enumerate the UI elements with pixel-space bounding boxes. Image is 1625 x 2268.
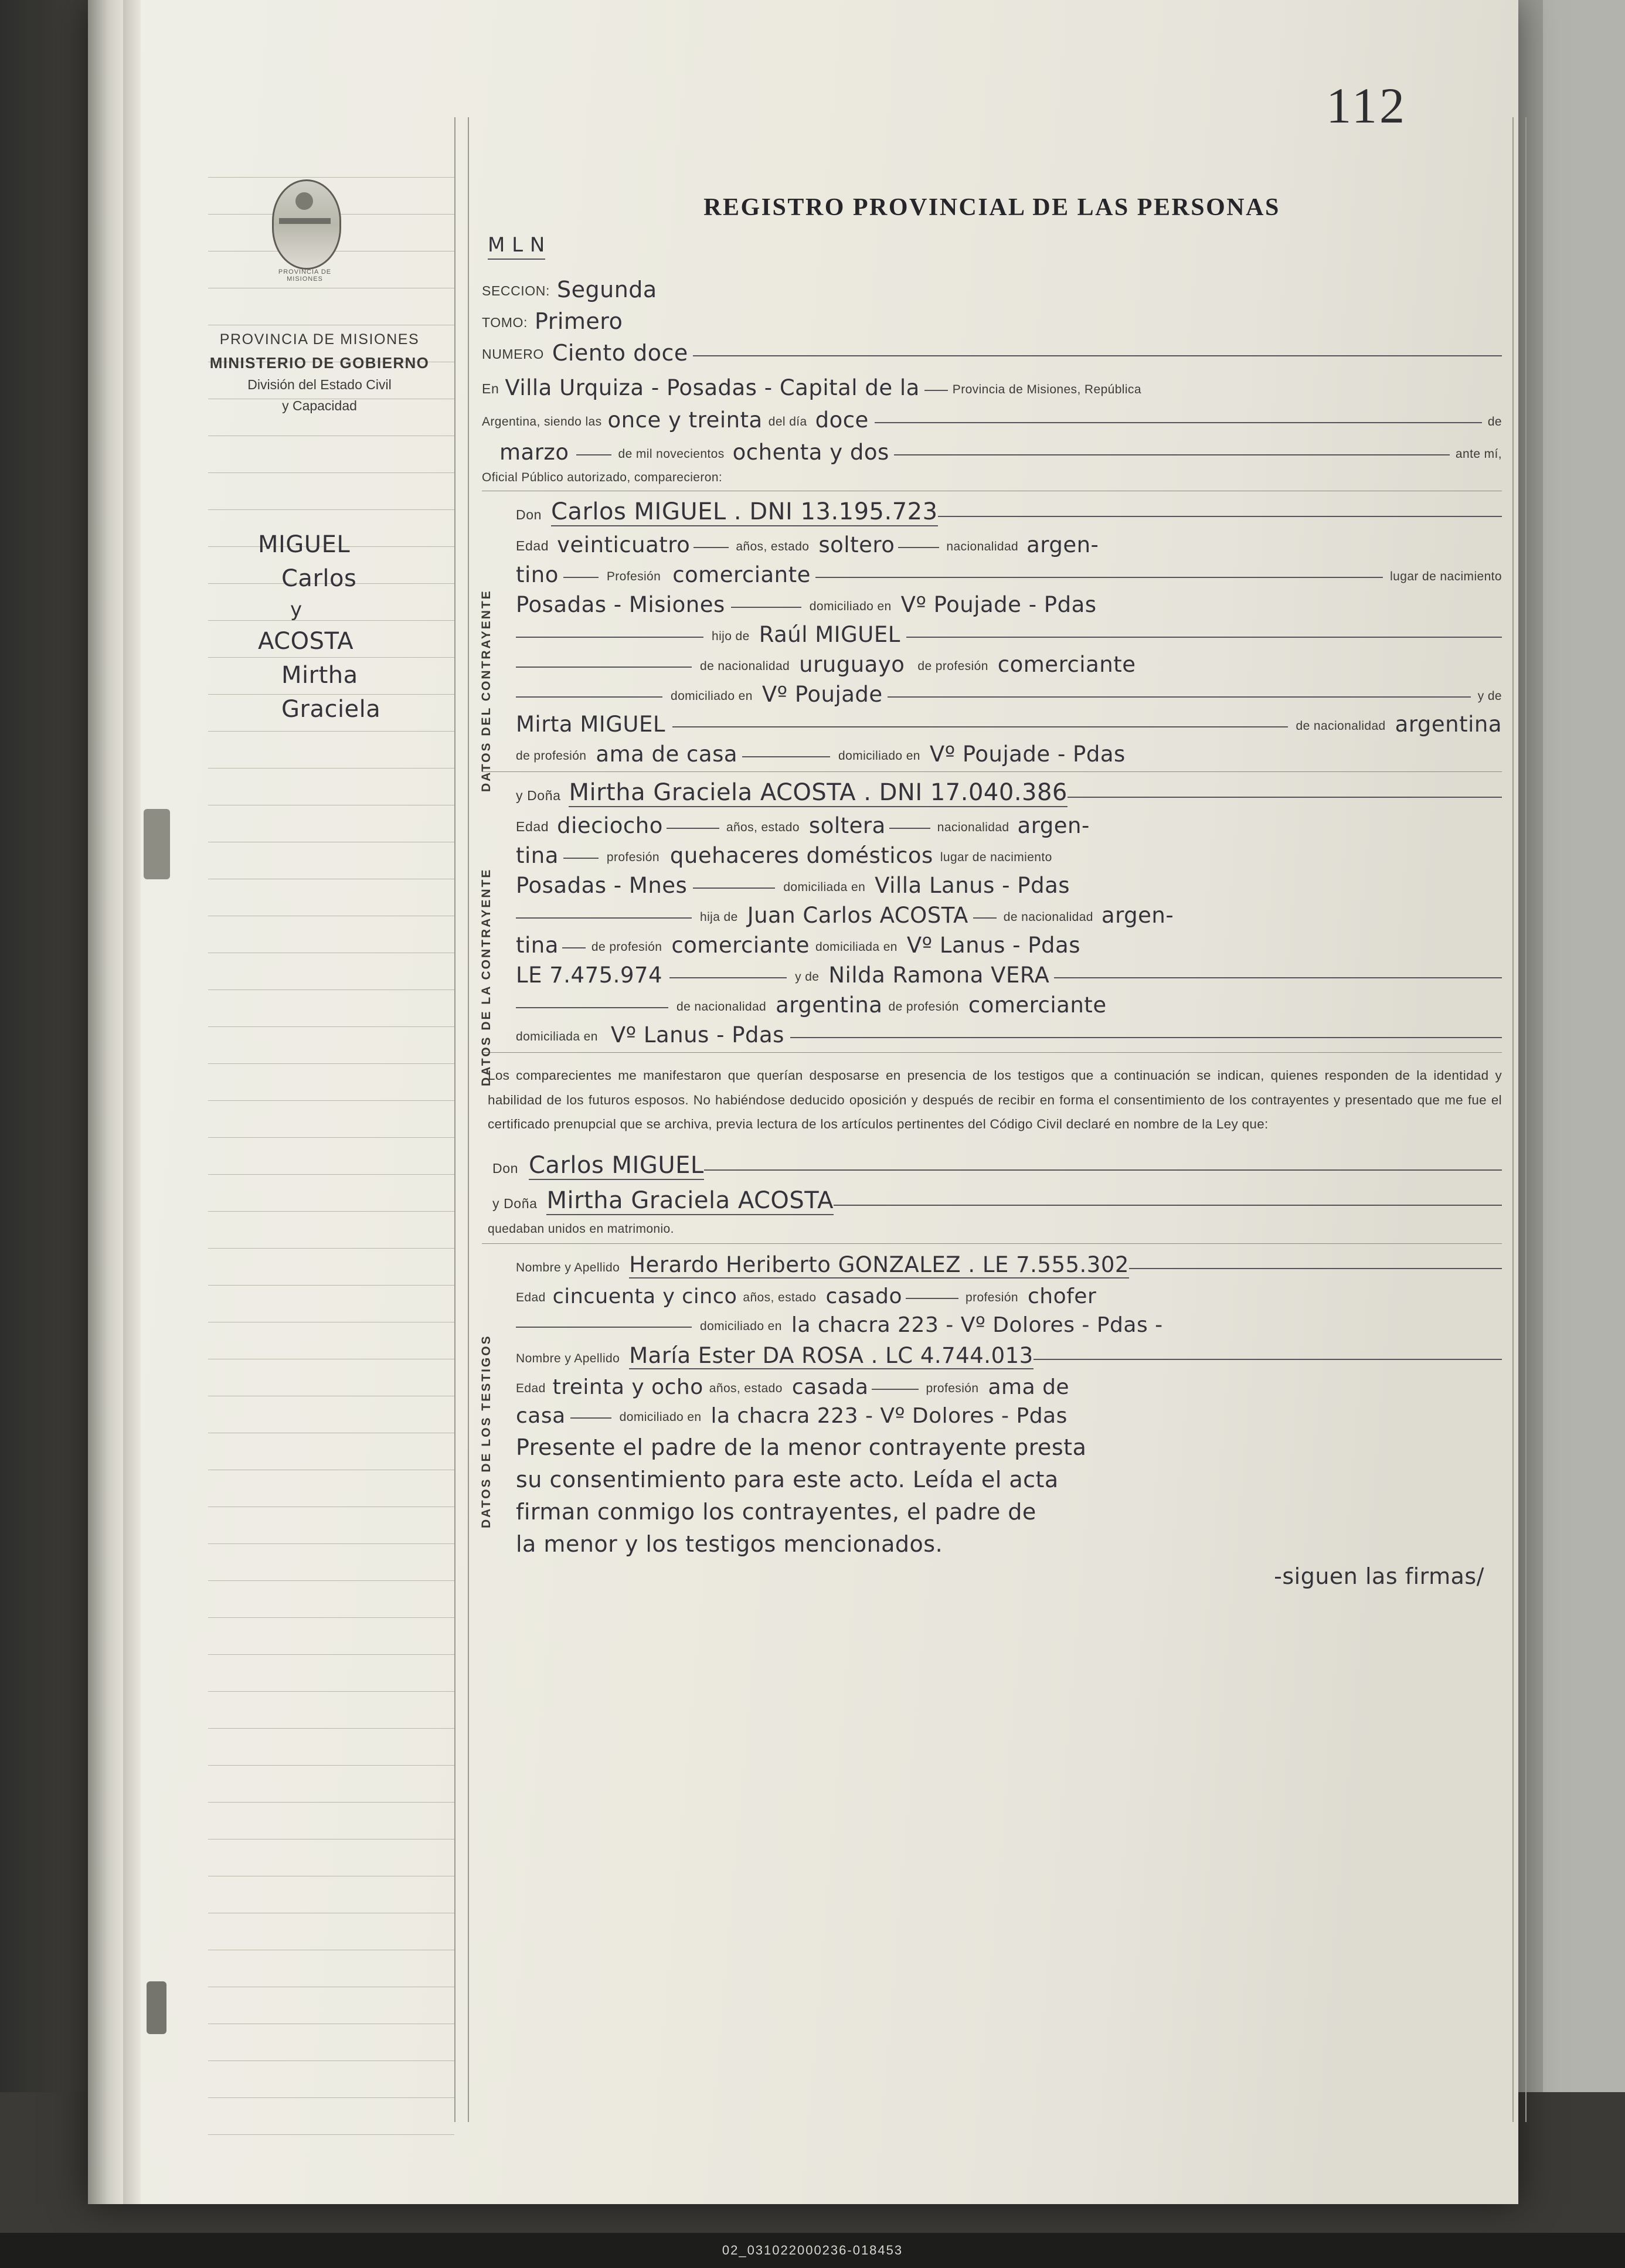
org-province: PROVINCIA DE MISIONES [219, 331, 420, 348]
label-don-declaration: Don [492, 1160, 518, 1176]
label-en: En [482, 381, 499, 396]
label-y-de-bride: y de [795, 970, 820, 984]
printed-ante-mi: ante mí, [1455, 447, 1502, 461]
label-padre-profesion: de profesión [917, 659, 988, 673]
value-tomo: Primero [534, 308, 623, 334]
ruled-margin-lines [208, 141, 454, 2122]
bride-domicilio: Villa Lanus - Pdas [875, 873, 1070, 898]
label-y-de-groom: y de [1477, 689, 1502, 703]
label-bride-padre-nac: de nacionalidad [1003, 910, 1093, 924]
closing-note-line-1: su consentimiento para este acto. Leída el acta [516, 1466, 1059, 1492]
label-nombre-testigo-2: Nombre y Apellido [516, 1351, 620, 1365]
bride-mother-profesion: comerciante [968, 992, 1107, 1018]
label-bride-padre-dom: domiciliada en [815, 940, 898, 954]
closing-note-line-0: Presente el padre de la menor contrayente presta [516, 1434, 1087, 1460]
printed-oficial-publico: Oficial Público autorizado, comparecieron: [482, 471, 723, 484]
value-hour: once y treinta [607, 407, 763, 433]
issuing-organization [193, 328, 446, 416]
groom-domicilio: Vº Poujade - Pdas [900, 592, 1097, 617]
margin-name-3: ACOSTA [258, 628, 354, 655]
page-clip-lower [147, 1981, 166, 2034]
bride-father-nacionalidad: argen- [1101, 903, 1174, 928]
crest-caption: PROVINCIA DE MISIONES [278, 268, 332, 283]
groom-profesion: comerciante [672, 562, 811, 587]
declaration-bride: Mirtha Graciela ACOSTA [546, 1186, 834, 1214]
label-profesion-testigo-2: profesión [926, 1381, 979, 1395]
label-don: Don [516, 507, 542, 522]
groom-estado: soltero [818, 532, 895, 557]
label-madre-nacionalidad: de nacionalidad [1296, 719, 1386, 733]
bride-father-name: Juan Carlos ACOSTA [747, 903, 968, 928]
witness-1-domicilio: la chacra 223 - Vº Dolores - Pdas - [791, 1312, 1163, 1337]
printed-argentina-text: Argentina, siendo las [482, 415, 602, 429]
page-clip [144, 809, 170, 879]
provincial-coat-of-arms-icon [264, 170, 346, 281]
groom-mother-name: Mirta MIGUEL [516, 712, 665, 737]
section-label-witnesses: DATOS DE LOS TESTIGOS [480, 1334, 493, 1529]
value-place: Villa Urquiza - Posadas - Capital de la [505, 375, 920, 400]
closing-note-line-2: firman conmigo los contrayentes, el padre de [516, 1499, 1036, 1525]
closing-note-line-3: la menor y los testigos mencionados. [516, 1531, 943, 1558]
witness-2-domicilio: la chacra 223 - Vº Dolores - Pdas [710, 1403, 1068, 1428]
label-anos-estado-groom: años, estado [736, 540, 810, 553]
groom-father-domicilio: Vº Poujade [761, 682, 883, 707]
label-hijo-de: hijo de [712, 630, 750, 643]
label-numero: NUMERO [482, 346, 544, 362]
label-tomo: TOMO: [482, 315, 528, 330]
value-numero: Ciento doce [552, 340, 688, 366]
bride-profesion: quehaceres domésticos [669, 843, 933, 868]
declaration-groom: Carlos MIGUEL [529, 1151, 704, 1179]
label-hija-de: hija de [700, 910, 738, 924]
label-dom-testigo-2: domiciliado en [619, 1410, 702, 1424]
label-profesion-bride: profesión [606, 851, 659, 864]
label-nacionalidad-bride: nacionalidad [937, 821, 1009, 834]
witness-2-profesion-cont: casa [516, 1403, 566, 1428]
bride-lugar-nacimiento: Posadas - Mnes [516, 873, 688, 898]
org-ministry: MINISTERIO DE GOBIERNO [209, 353, 430, 372]
groom-mother-nacionalidad: argentina [1395, 712, 1502, 737]
bride-name: Mirtha Graciela ACOSTA . DNI 17.040.386 [569, 779, 1068, 806]
label-nacionalidad-groom: nacionalidad [946, 540, 1019, 553]
bride-mother-name: Nilda Ramona VERA [828, 963, 1050, 988]
groom-name: Carlos MIGUEL . DNI 13.195.723 [551, 498, 938, 525]
printed-de: de [1487, 415, 1502, 429]
margin-rule-right [1512, 117, 1514, 2122]
book-spine [123, 0, 141, 2204]
bride-nacionalidad-cont: tina [516, 843, 559, 868]
label-anos-estado-testigo-1: años, estado [743, 1290, 817, 1304]
label-dona-declaration: y Doña [492, 1195, 538, 1211]
witness-2-name: María Ester DA ROSA . LC 4.744.013 [629, 1342, 1034, 1368]
groom-nacionalidad-cont: tino [516, 562, 559, 587]
label-edad-testigo-2: Edad [516, 1381, 546, 1395]
label-madre-domiciliado: domiciliado en [838, 749, 920, 763]
bride-estado: soltera [808, 813, 886, 838]
margin-rule-right-2 [1525, 117, 1527, 2122]
label-edad-bride: Edad [516, 819, 549, 834]
label-y-dona: y Doña [516, 788, 561, 803]
label-madre-profesion: de profesión [516, 749, 587, 763]
label-padre-nacionalidad: de nacionalidad [700, 659, 790, 673]
label-bride-padre-prof: de profesión [591, 940, 662, 954]
margin-name-0: MIGUEL [258, 531, 351, 558]
closing-note [516, 1431, 1502, 1593]
margin-name-2: y [290, 598, 302, 621]
label-anos-estado-testigo-2: años, estado [709, 1381, 783, 1395]
label-domiciliada-bride: domiciliada en [783, 880, 866, 894]
label-lugar-nac-groom: lugar de nacimiento [1390, 570, 1502, 583]
groom-lugar-nacimiento: Posadas - Misiones [516, 592, 725, 617]
printed-province-text: Provincia de Misiones, República [952, 383, 1141, 396]
label-seccion: SECCION: [482, 283, 550, 298]
value-seccion: Segunda [556, 277, 657, 302]
closing-note-line-4: -siguen las firmas/ [1274, 1563, 1484, 1590]
margin-rule-left-2 [468, 117, 469, 2122]
record-body [482, 193, 1502, 1593]
desk-right-light [1543, 0, 1625, 2268]
officer-initials: M L N [488, 233, 545, 260]
witness-1-estado: casado [825, 1284, 902, 1308]
label-bride-madre-prof: de profesión [888, 1000, 959, 1014]
bride-father-profesion: comerciante [671, 933, 810, 958]
label-lugar-nac-bride: lugar de nacimiento [940, 851, 1052, 864]
witness-1-edad: cincuenta y cinco [552, 1284, 737, 1308]
bride-mother-domicilio: Vº Lanus - Pdas [610, 1022, 784, 1048]
declaration-paragraph: Los comparecientes me manifestaron que querían desposarse en presencia de los testigos que a continuación se indican, quienes responden de la identidad y habilidad de los futuros esposos. No habiéndose deducido oposición y después de recibir en forma el consentimiento de los contrayentes y presentado que me fue el certificado prenupcial que se archiva, previa lectura de los artículos pertinentes del Código Civil declaré en nombre de la Ley que: [488, 1068, 1502, 1132]
label-profesion-groom: Profesión [606, 570, 661, 583]
witness-1-name: Herardo Heriberto GONZALEZ . LE 7.555.302 [629, 1252, 1129, 1277]
label-bride-madre-dom: domiciliada en [516, 1030, 598, 1043]
bride-mother-nacionalidad: argentina [776, 992, 883, 1018]
printed-del-dia: del día [768, 415, 807, 429]
margin-name-4: Mirtha [281, 662, 358, 689]
label-edad-testigo-1: Edad [516, 1290, 546, 1304]
label-profesion-testigo-1: profesión [966, 1290, 1018, 1304]
value-year: ochenta y dos [732, 440, 889, 465]
groom-mother-profesion: ama de casa [596, 742, 738, 767]
groom-father-name: Raúl MIGUEL [759, 622, 900, 647]
bride-nacionalidad: argen- [1017, 813, 1090, 838]
groom-mother-domicilio: Vº Poujade - Pdas [929, 742, 1126, 767]
org-division: División del Estado Civil [247, 377, 392, 393]
label-nombre-testigo-1: Nombre y Apellido [516, 1260, 620, 1274]
margin-names [258, 528, 504, 726]
label-padre-domiciliado: domiciliado en [671, 689, 753, 703]
bride-father-nacionalidad-cont: tina [516, 933, 559, 958]
margin-name-5: Graciela [281, 696, 381, 723]
witness-1-profesion: chofer [1028, 1284, 1097, 1308]
label-domiciliado-groom: domiciliado en [809, 600, 892, 613]
groom-father-nacionalidad: uruguayo [799, 652, 905, 677]
witness-2-estado: casada [791, 1375, 869, 1399]
groom-nacionalidad: argen- [1026, 532, 1099, 557]
section-label-groom: DATOS DEL CONTRAYENTE [480, 589, 493, 792]
label-dom-testigo-1: domiciliado en [700, 1319, 782, 1333]
label-anos-estado-bride: años, estado [726, 821, 800, 834]
label-edad-groom: Edad [516, 538, 549, 553]
section-label-bride: DATOS DE LA CONTRAYENTE [480, 868, 493, 1087]
margin-name-1: Carlos [281, 565, 357, 592]
bride-edad: dieciocho [557, 813, 663, 838]
declaration-closing: quedaban unidos en matrimonio. [488, 1222, 674, 1236]
witness-2-profesion: ama de [988, 1375, 1070, 1399]
image-caption: 02_031022000236-018453 [0, 2233, 1625, 2268]
page-title: REGISTRO PROVINCIAL DE LAS PERSONAS [703, 194, 1280, 221]
org-division-2: y Capacidad [282, 397, 357, 413]
value-day: doce [815, 407, 869, 433]
margin-rule-left [454, 117, 455, 2122]
witness-2-edad: treinta y ocho [552, 1375, 703, 1399]
register-sheet [88, 0, 1518, 2204]
groom-father-profesion: comerciante [997, 652, 1136, 677]
bride-father-document: LE 7.475.974 [516, 963, 663, 988]
folio-number: 112 [1326, 77, 1407, 134]
printed-mil-novecientos: de mil novecientos [618, 447, 725, 461]
groom-edad: veinticuatro [557, 532, 691, 557]
value-month: marzo [499, 440, 569, 465]
label-bride-madre-nac: de nacionalidad [676, 1000, 767, 1014]
bride-father-domicilio: Vº Lanus - Pdas [906, 933, 1080, 958]
